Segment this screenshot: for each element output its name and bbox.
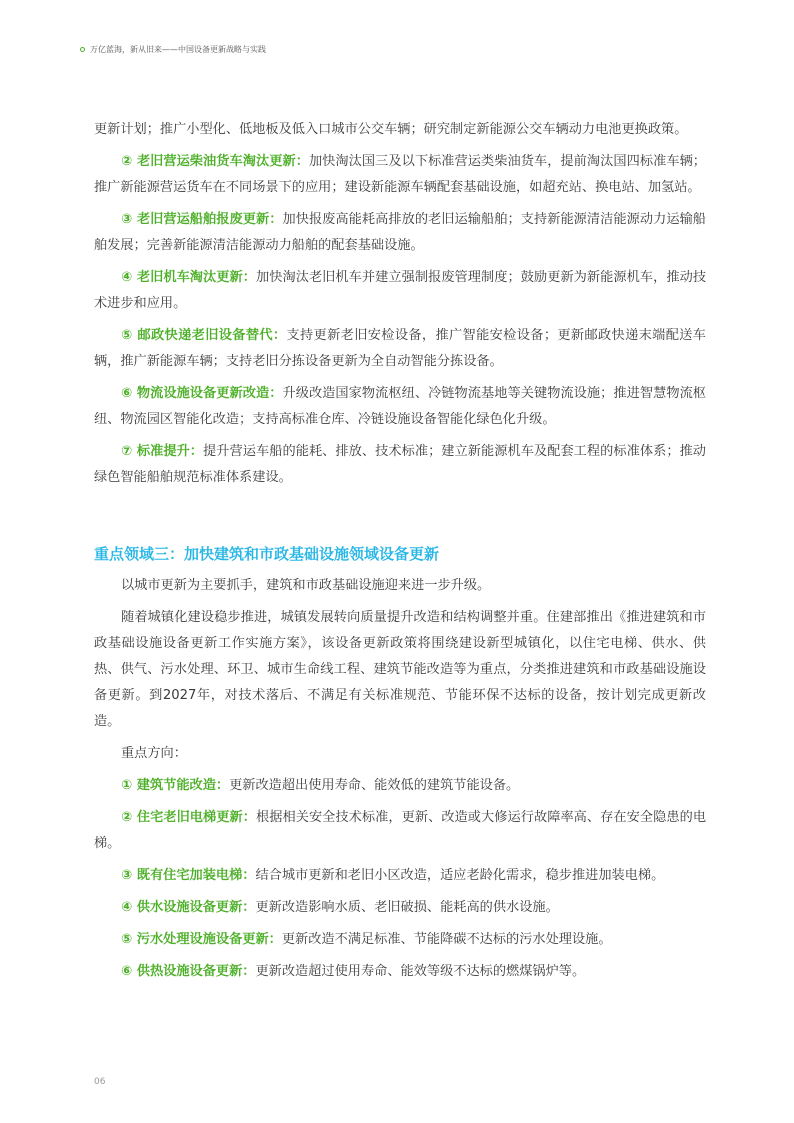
item-text: 更新改造不满足标准、节能降碳不达标的污水处理设施。: [281, 932, 612, 947]
item-text: 加快淘汰老旧机车并建立强制报废管理制度；鼓励更新为新能源机车，推动技术进步和应用。: [94, 270, 707, 311]
item-label: ⑥ 物流设施设备更新改造：: [121, 386, 283, 401]
header-title: 万亿蓝海，新从旧来——中国设备更新战略与实践: [90, 45, 266, 54]
section-paragraph: 以城市更新为主要抓手，建筑和市政基础设施迎来进一步升级。: [121, 578, 491, 593]
item-text: 加快淘汰国三及以下标准营运类柴油货车，提前淘汰国四标准车辆；推广新能源营运货车在不同场景下的应用；建设新能源车辆配套基础设施，如超充站、换电站、加氢站。: [94, 154, 706, 195]
item-text: 更新改造影响水质、老旧破损、能耗高的供水设施。: [255, 900, 559, 915]
running-header: [80, 44, 266, 55]
section-paragraph: 重点方向：: [121, 746, 187, 761]
building-item: [94, 927, 706, 953]
item-text: 根据相关安全技术标准，更新、改造或大修运行故障率高、存在安全隐患的电梯。: [94, 810, 707, 851]
item-text: 提升营运车船的能耗、排放、技术标准；建立新能源机车及配套工程的标准体系；推动绿色智能船舶规范标准体系建设。: [94, 444, 706, 485]
item-text: 支持更新老旧安检设备，推广智能安检设备；更新邮政快递末端配送车辆，推广新能源车辆；支持老旧分拣设备更新为全自动智能分拣设备。: [94, 328, 706, 369]
item-text: 更新改造超出使用寿命、能效低的建筑节能设备。: [229, 778, 520, 793]
item-label: ④ 供水设施设备更新：: [121, 900, 256, 915]
item-label: ① 建筑节能改造：: [121, 778, 230, 793]
item-label: ③ 老旧营运船舶报废更新：: [121, 212, 283, 227]
page-number: 06: [94, 1077, 106, 1087]
intro-line: 更新计划；推广小型化、低地板及低入口城市公交车辆；研究制定新能源公交车辆动力电池更换政策。: [94, 122, 688, 137]
item-label: ② 住宅老旧电梯更新：: [121, 810, 256, 825]
item-label: ④ 老旧机车淘汰更新：: [121, 270, 256, 285]
transport-item: [94, 323, 706, 375]
transport-item: [94, 439, 706, 491]
transport-item: [94, 381, 706, 433]
building-item: [94, 959, 706, 985]
building-item: [94, 863, 706, 889]
item-label: ⑦ 标准提升：: [121, 444, 204, 459]
item-label: ③ 既有住宅加装电梯：: [121, 868, 256, 883]
page-content: [94, 117, 706, 985]
item-text: 结合城市更新和老旧小区改造，适应老龄化需求，稳步推进加装电梯。: [255, 868, 665, 883]
section-paragraph: 随着城镇化建设稳步推进，城镇发展转向质量提升改造和结构调整并重。住建部推出《推进建筑和市政基础设施设备更新工作实施方案》，该设备更新政策将围绕建设新型城镇化，以住宅电梯、供水、供热、供气、污水处理、环卫、城市生命线工程、建筑节能改造等为重点，分类推进建筑和市政基础设施设备更新。到2027年，对技术落后、不满足有关标准规范、节能环保不达标的设备，按计划完成更新改造。: [94, 610, 706, 729]
item-label: ⑤ 污水处理设施设备更新：: [121, 932, 282, 947]
building-item: [94, 773, 706, 799]
building-item: [94, 895, 706, 921]
section-heading: 重点领域三：加快建筑和市政基础设施领域设备更新: [94, 545, 440, 563]
item-text: 更新改造超过使用寿命、能效等级不达标的燃煤锅炉等。: [255, 964, 586, 979]
transport-item: [94, 149, 706, 201]
item-text: 加快报废高能耗高排放的老旧运输船舶；支持新能源清洁能源动力运输船舶发展；完善新能源清洁能源动力船舶的配套基础设施。: [94, 212, 706, 253]
item-text: 升级改造国家物流枢纽、冷链物流基地等关键物流设施；推进智慧物流枢纽、物流园区智能化改造；支持高标准仓库、冷链设施设备智能化绿色化升级。: [94, 386, 706, 427]
circle-bullet-icon: [80, 47, 85, 52]
transport-item: [94, 207, 706, 259]
building-item: [94, 805, 706, 857]
item-label: ⑥ 供热设施设备更新：: [121, 964, 256, 979]
transport-item: [94, 265, 706, 317]
item-label: ⑤ 邮政快递老旧设备替代：: [121, 328, 287, 343]
item-label: ② 老旧营运柴油货车淘汰更新：: [121, 154, 309, 169]
